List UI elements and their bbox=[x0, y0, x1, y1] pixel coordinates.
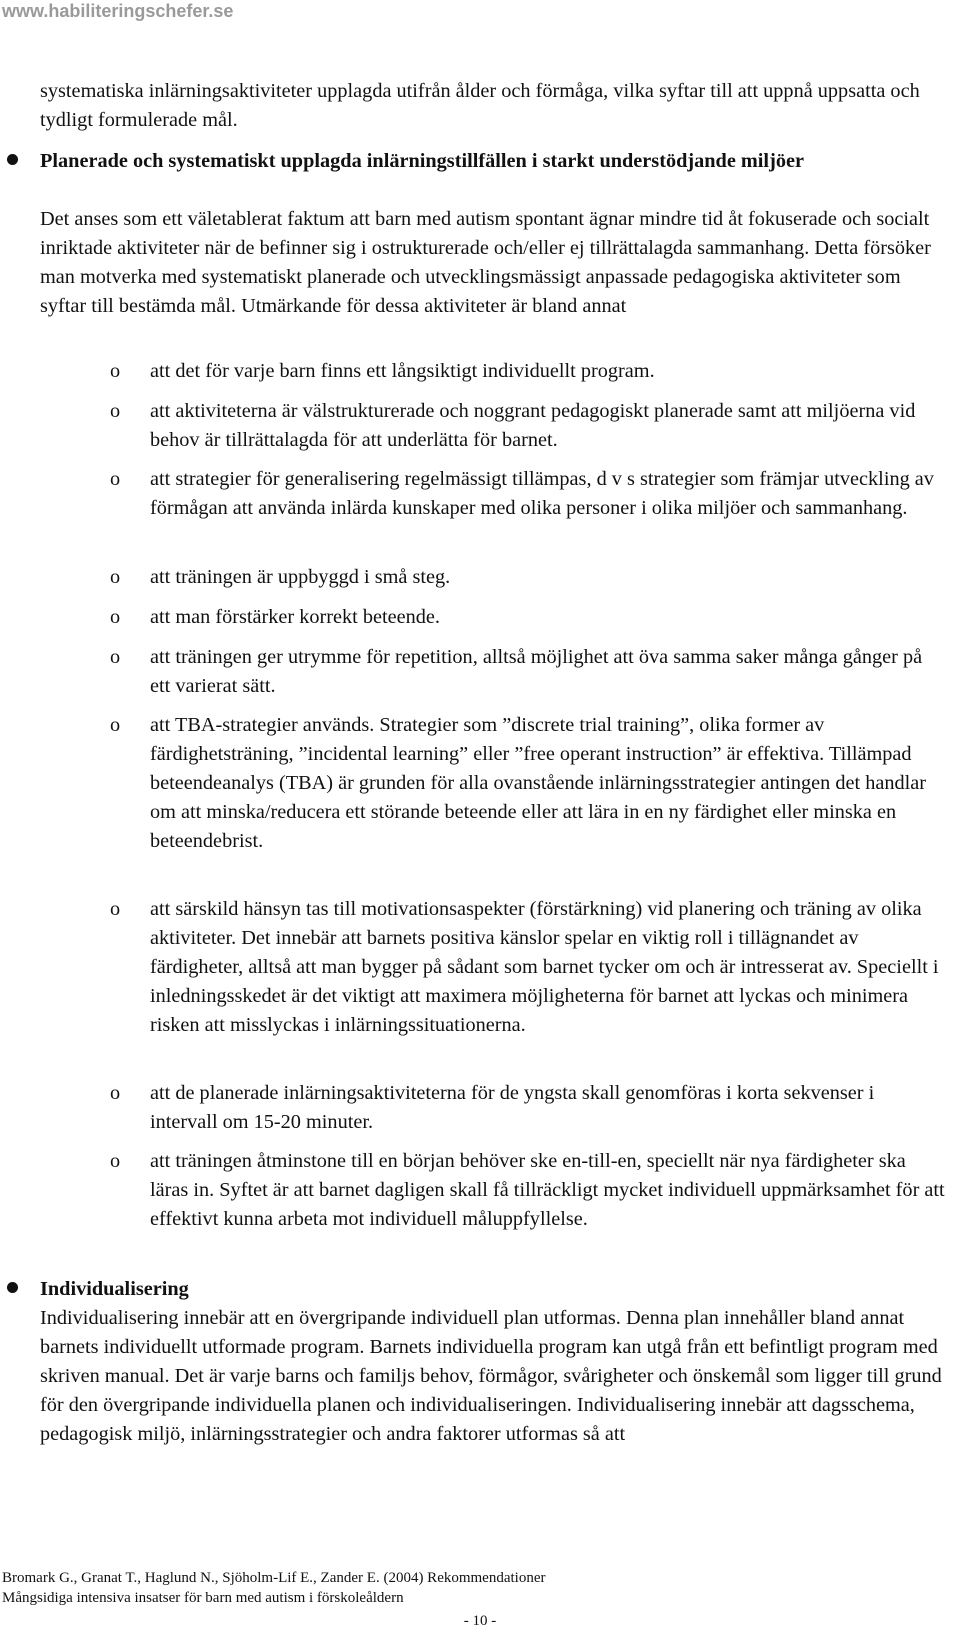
bullet-icon bbox=[7, 154, 18, 165]
list-item-text: att TBA-strategier används. Strategier som ”discrete trial training”, olika former av färdighetsträning, ”incidental learning” eller ”free operant instruction” är effektiva. Tillämpad beteendeanalys (TBA) är grunden för alla ovanstående inlärningsstrategier antingen det handlar om att minska/reducera ett störande beteende eller att lära in en ny färdighet eller minska en beteendebrist. bbox=[150, 714, 927, 852]
list-marker: o bbox=[110, 898, 121, 920]
section-title: Individualisering bbox=[40, 1278, 189, 1300]
list-item-text: att träningen är uppbyggd i små steg. bbox=[150, 566, 451, 588]
footer-citation-line: Mångsidiga intensiva insatser för barn med autism i förskoleåldern bbox=[2, 1590, 404, 1606]
bullet-icon bbox=[7, 1282, 18, 1293]
list-item-text: att man förstärker korrekt beteende. bbox=[150, 606, 440, 628]
list-marker: o bbox=[110, 360, 121, 382]
list-item-text: att det för varje barn finns ett långsiktigt individuellt program. bbox=[150, 360, 655, 382]
list-item-text: att aktiviteterna är välstrukturerade och noggrant pedagogiskt planerade samt att miljöerna vid behov är tillrättalagda för att underlätta för barnet. bbox=[150, 400, 916, 451]
intro-paragraph: systematiska inlärningsaktiviteter upplagda utifrån ålder och förmåga, vilka syftar till att uppnå uppsatta och tydligt formulerade mål. bbox=[40, 80, 920, 131]
list-item-text: att särskild hänsyn tas till motivationsaspekter (förstärkning) vid planering och träning av olika aktiviteter. Det innebär att barnets positiva känslor spelar en viktig roll i tillägnandet av färdigheter, alltså att man bygger på sådant som barnet tycker om och är intresserat av. Speciellt i inledningsskedet är det viktigt att maximera möjligheterna för barnet att lyckas och minimera risken att misslyckas i inlärningssituationerna. bbox=[150, 898, 939, 1036]
footer-citation bbox=[2, 1568, 546, 1608]
list-item-text: att träningen ger utrymme för repetition, alltså möjlighet att öva samma saker många gånger på ett varierat sätt. bbox=[150, 646, 923, 697]
list-marker: o bbox=[110, 646, 121, 668]
footer-citation-line: Bromark G., Granat T., Haglund N., Sjöholm-Lif E., Zander E. (2004) Rekommendationer bbox=[2, 1570, 546, 1586]
list-marker: o bbox=[110, 1150, 121, 1172]
section-body: Det anses som ett väletablerat faktum att barn med autism spontant ägnar mindre tid åt fokuserade och socialt inriktade aktiviteter när de befinner sig i ostrukturerade och/eller ej tillrättalagda sammanhang. Detta försöker man motverka med systematiskt planerade och utvecklingsmässigt anpassade pedagogiska aktiviteter som syftar till bestämda mål. Utmärkande för dessa aktiviteter är bland annat bbox=[40, 208, 931, 317]
section-body: Individualisering innebär att en övergripande individuell plan utformas. Denna plan innehåller bland annat barnets individuellt utformade program. Barnets individuella program kan utgå från ett befintligt program med skriven manual. Det är varje barns och familjs behov, förmågor, svårigheter och önskemål som ligger till grund för den övergripande individuella planen och individualiseringen. Individualisering innebär att dagsschema, pedagogisk miljö, inlärningsstrategier och andra faktorer utformas så att bbox=[40, 1307, 942, 1445]
list-marker: o bbox=[110, 566, 121, 588]
list-item-text: att strategier för generalisering regelmässigt tillämpas, d v s strategier som främjar utveckling av förmågan att använda inlärda kunskaper med olika personer i olika miljöer och sammanhang. bbox=[150, 468, 934, 519]
list-marker: o bbox=[110, 468, 121, 490]
list-marker: o bbox=[110, 606, 121, 628]
list-marker: o bbox=[110, 1082, 121, 1104]
list-item-text: att de planerade inlärningsaktiviteterna för de yngsta skall genomföras i korta sekvenser i intervall om 15-20 minuter. bbox=[150, 1082, 875, 1133]
list-marker: o bbox=[110, 714, 121, 736]
section-title: Planerade och systematiskt upplagda inlärningstillfällen i starkt understödjande miljöer bbox=[40, 150, 804, 172]
list-item-text: att träningen åtminstone till en början behöver ske en-till-en, speciellt när nya färdigheter ska läras in. Syftet är att barnet dagligen skall få tillräckligt mycket individuell uppmärksamhet för att effektivt kunna arbeta mot individuell måluppfyllelse. bbox=[150, 1150, 945, 1230]
page-number: - 10 - bbox=[463, 1613, 497, 1629]
list-marker: o bbox=[110, 400, 121, 422]
watermark-url[interactable]: www.habiliteringschefer.se bbox=[2, 1, 234, 21]
